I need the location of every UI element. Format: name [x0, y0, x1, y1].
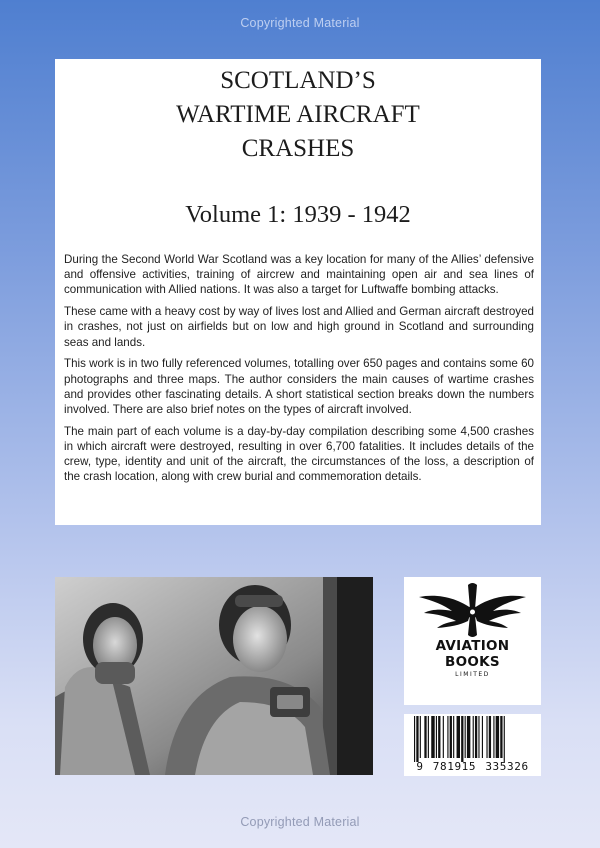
barcode-bar: [414, 716, 415, 762]
watermark-top: Copyrighted Material: [240, 16, 360, 30]
barcode-bar: [428, 716, 429, 758]
barcode-bar: [504, 716, 505, 762]
barcode-bar: [500, 716, 502, 758]
blurb-paragraph-4: The main part of each volume is a day-by-day compilation describing some 4,500 crashes in which aircraft were destroyed, resulting in over 6,700 fatalities. It includes details of the crew, type, identity and unit of the aircraft, the circumstances of the loss, a description of the crash location, along with crew burial and commemoration details.: [64, 424, 534, 484]
barcode-bar: [443, 716, 444, 758]
aircrew-photo: [55, 577, 373, 775]
title-line-2: WARTIME AIRCRAFT: [176, 101, 420, 128]
propeller-wings-icon: [404, 579, 541, 639]
blurb-paragraph-1: During the Second World War Scotland was a key location for many of the Allies’ defensive and offensive activities, training of aircrew and maintaining open air and sea lines of communication with Allied nations. It was also a target for Luftwaffe bombing attacks.: [64, 253, 534, 297]
barcode-number: 9 781915 335326: [416, 760, 529, 773]
isbn-barcode: [404, 714, 541, 776]
barcode-bar: [489, 716, 491, 758]
barcode-bar: [493, 716, 494, 758]
barcode-bar: [496, 716, 499, 758]
barcode-bar: [416, 716, 418, 762]
title-line-3: CRASHES: [241, 135, 355, 162]
aircrew-photo-illustration: [55, 577, 373, 775]
blurb-paragraph-3: This work is in two fully referenced volumes, totalling over 650 pages and contains some 60 photographs and three maps. The author considers the main causes of wartime crashes and provides other fascinating details. A short statistical section breaks down the numbers involved. There are also brief notes on the types of aircraft involved.: [64, 357, 534, 417]
barcode-bar: [478, 716, 479, 758]
publisher-name-line-3: LIMITED: [455, 671, 490, 678]
barcode-bar: [436, 716, 437, 758]
barcode-bar: [420, 716, 421, 758]
barcode-bar: [453, 716, 454, 758]
volume-subtitle: Volume 1: 1939 - 1942: [185, 201, 411, 228]
barcode-bar: [465, 716, 466, 758]
barcode-bar: [473, 716, 474, 758]
title-line-1: SCOTLAND’S: [220, 67, 376, 94]
barcode-bar: [482, 716, 483, 758]
blurb: [64, 252, 534, 491]
publisher-logo: [404, 577, 541, 705]
barcode-bar: [447, 716, 448, 758]
barcode-bar: [486, 716, 487, 758]
barcode-bar: [450, 716, 452, 758]
back-cover-text-panel: [55, 59, 541, 525]
watermark-bottom: Copyrighted Material: [240, 815, 360, 829]
barcode-bar: [467, 716, 470, 758]
blurb-paragraph-2: These came with a heavy cost by way of lives lost and Allied and German aircraft destroyed in crashes, not just on airfields but on low and high ground in Scotland and surrounding seas and lands.: [64, 305, 534, 349]
publisher-name-line-2: BOOKS: [445, 654, 500, 670]
barcode-bar: [461, 716, 463, 762]
barcode-bar: [438, 716, 440, 758]
barcode-bars: [404, 716, 541, 762]
barcode-bar: [457, 716, 460, 758]
publisher-name-line-1: AVIATION: [435, 638, 510, 654]
barcode-bar: [475, 716, 477, 758]
barcode-bar: [431, 716, 434, 758]
barcode-bar: [424, 716, 426, 758]
